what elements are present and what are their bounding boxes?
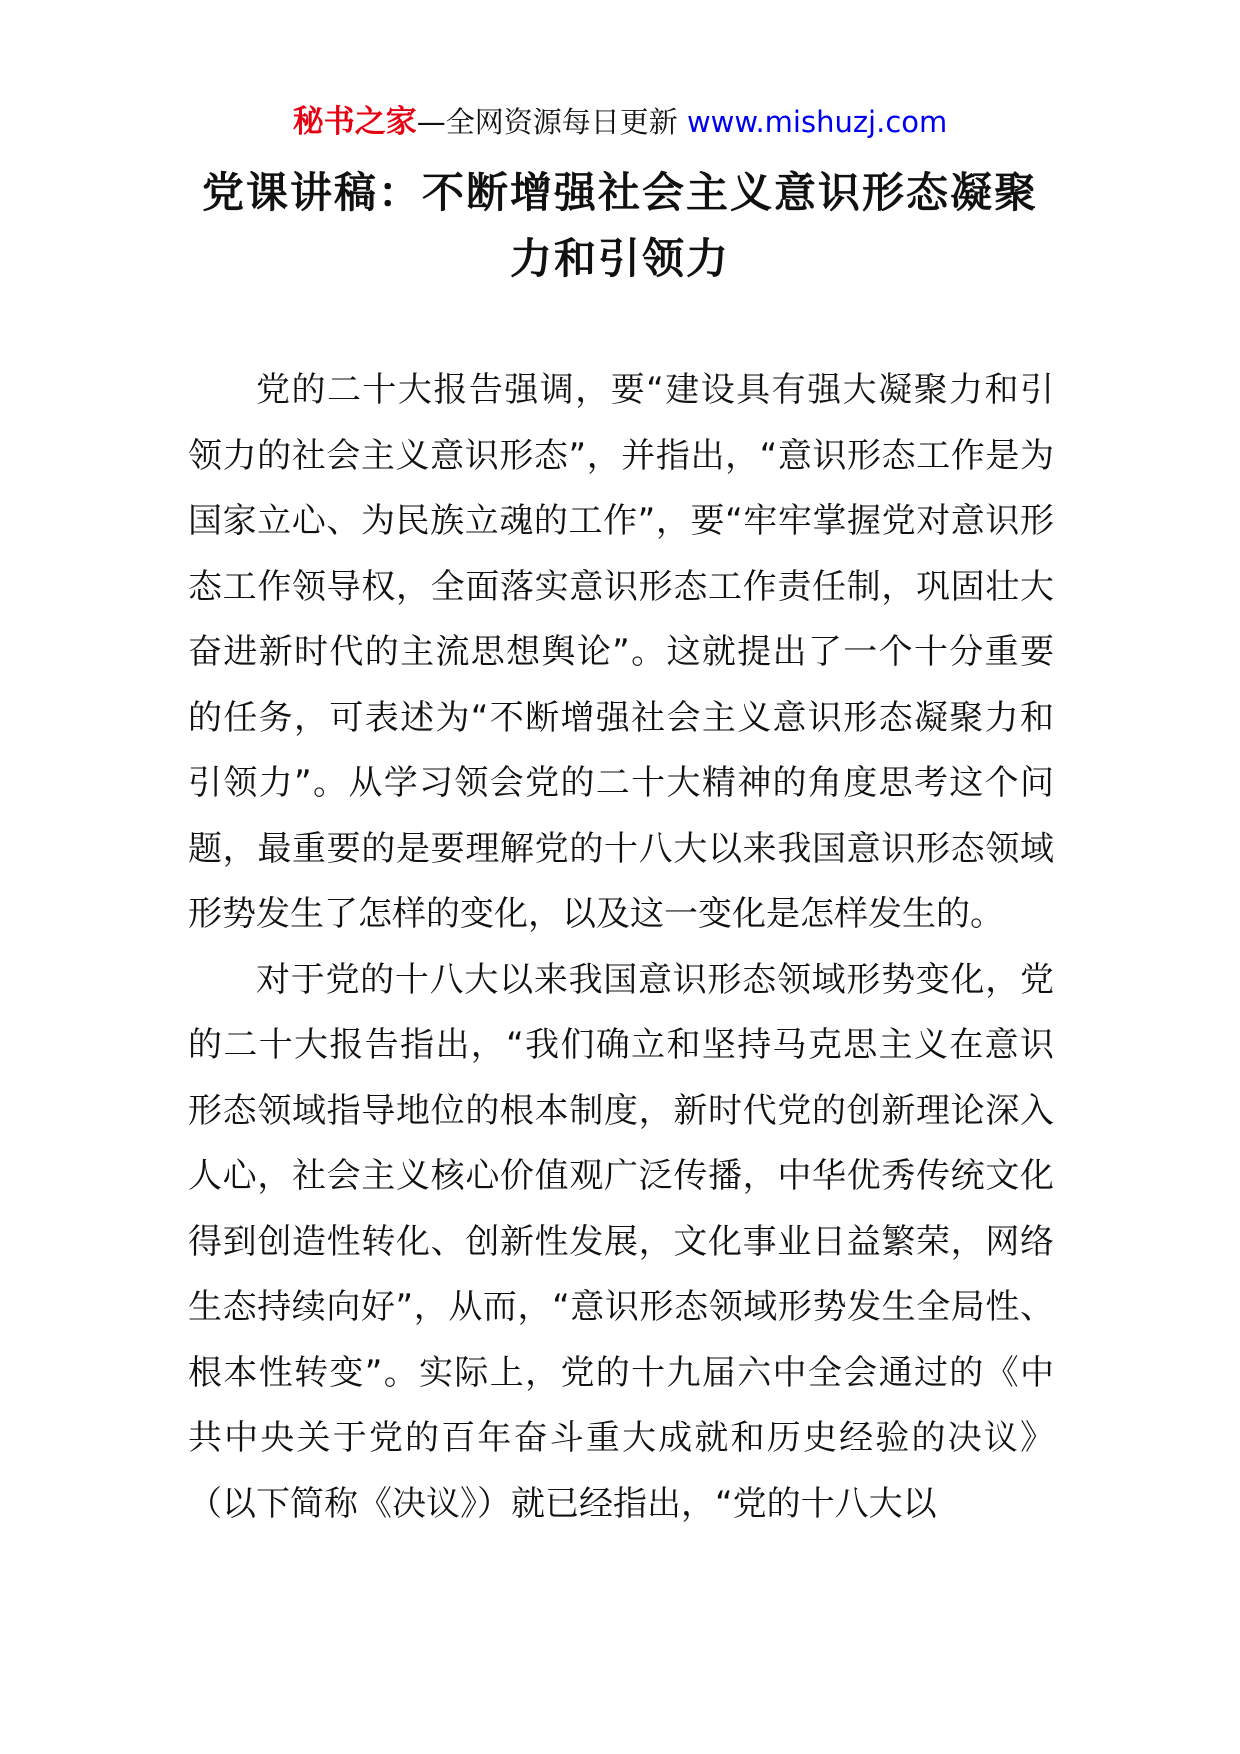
- header-tagline: —全网资源每日更新: [416, 105, 678, 139]
- brand-name: 秘书之家: [292, 104, 417, 140]
- paragraph: 党的二十大报告强调，要“建设具有强大凝聚力和引领力的社会主义意识形态”，并指出，“意识形态工作是为国家立心、为民族立魂的工作”，要“牢牢掌握党对意识形态工作领导权，全面落实意识形态工作责任制，巩固壮大奋进新时代的主流思想舆论”。这就提出了一个十分重要的任务，可表述为“不断增强社会主义意识形态凝聚力和引领力”。从学习领会党的二十大精神的角度思考这个问题，最重要的是要理解党的十八大以来我国意识形态领域形势发生了怎样的变化，以及这一变化是怎样发生的。: [188, 370, 1054, 934]
- site-header: [0, 100, 1240, 144]
- site-url-link[interactable]: www.mishuzj.com: [686, 105, 948, 139]
- document-body: [188, 358, 1054, 1537]
- document-title: 党课讲稿：不断增强社会主义意识形态凝聚力和引领力: [201, 168, 1038, 283]
- paragraph: 对于党的十八大以来我国意识形态领域形势变化，党的二十大报告指出，“我们确立和坚持马克思主义在意识形态领域指导地位的根本制度，新时代党的创新理论深入人心，社会主义核心价值观广泛传播，中华优秀传统文化得到创造性转化、创新性发展，文化事业日益繁荣，网络生态持续向好”，从而，“意识形态领域形势发生全局性、根本性转变”。实际上，党的十九届六中全会通过的《中共中央关于党的百年奋斗重大成就和历史经验的决议》（以下简称《决议》）就已经指出，“党的十八大以: [188, 959, 1054, 1524]
